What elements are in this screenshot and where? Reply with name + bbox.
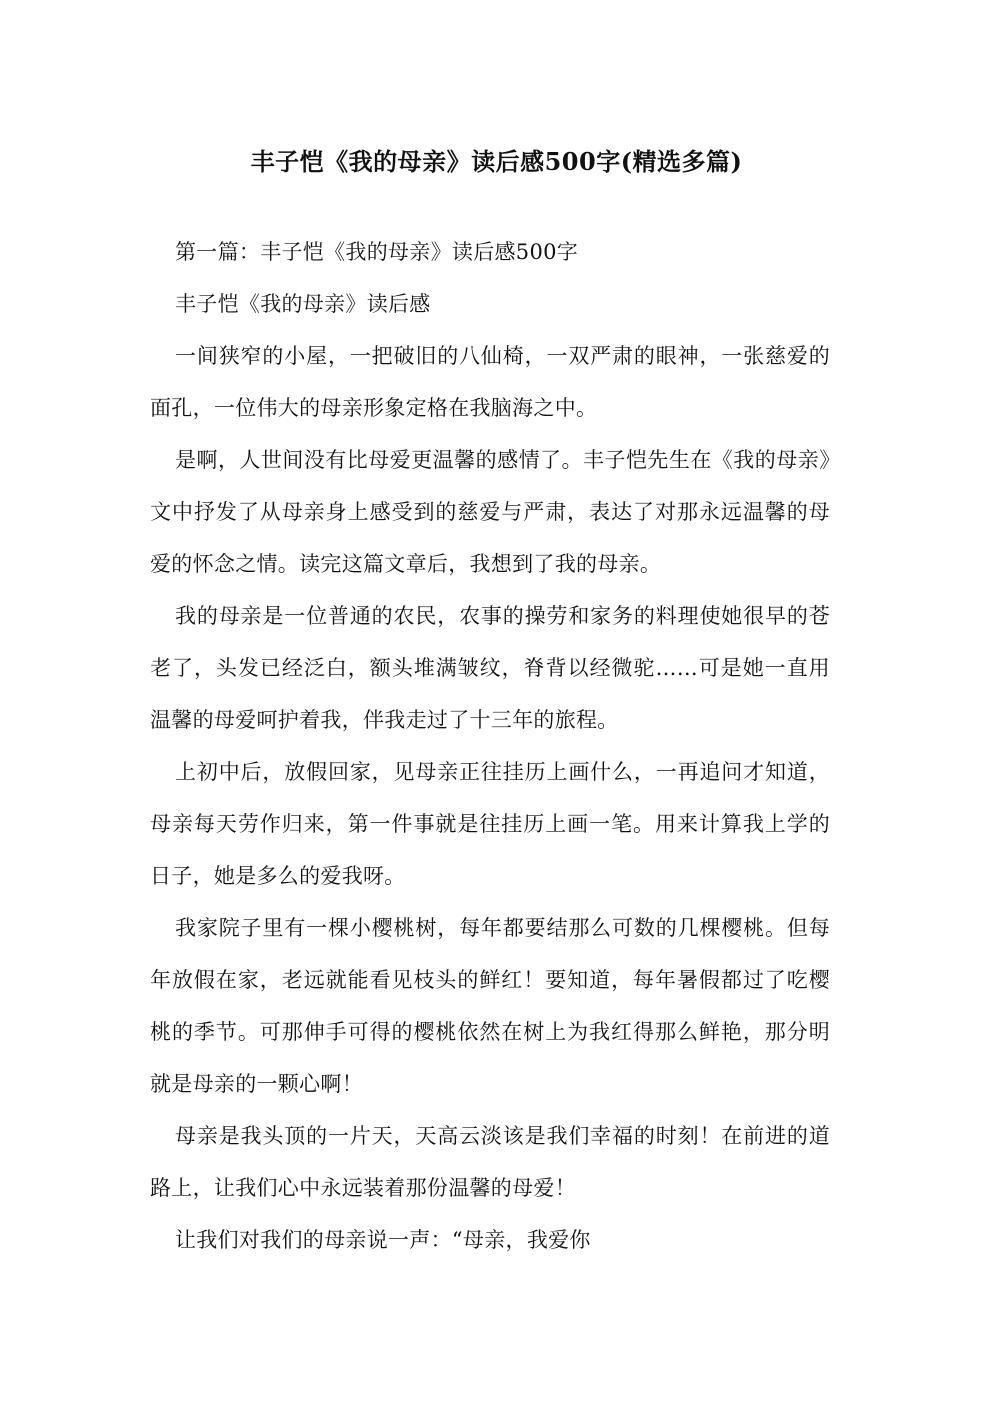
article-heading: 丰子恺《我的母亲》读后感: [175, 292, 431, 316]
paragraph: 上初中后，放假回家，见母亲正往挂历上画什么，一再追问才知道，母亲每天劳作归来，第一件事就是往挂历上画一笔。用来计算我上学的日子，她是多么的爱我呀。: [150, 760, 830, 888]
section-heading: 第一篇：丰子恺《我的母亲》读后感500字: [175, 240, 579, 264]
paragraph: 一间狭窄的小屋，一把破旧的八仙椅，一双严肃的眼神，一张慈爱的面孔，一位伟大的母亲形象定格在我脑海之中。: [150, 344, 830, 420]
paragraph: 母亲是我头顶的一片天，天高云淡该是我们幸福的时刻！在前进的道路上，让我们心中永远装着那份温馨的母爱！: [150, 1124, 830, 1200]
paragraph: 我的母亲是一位普通的农民，农事的操劳和家务的料理使她很早的苍老了，头发已经泛白，额头堆满皱纹，脊背以经微驼……可是她一直用温馨的母爱呵护着我，伴我走过了十三年的旅程。: [150, 604, 830, 732]
paragraph: 是啊，人世间没有比母爱更温馨的感情了。丰子恺先生在《我的母亲》文中抒发了从母亲身上感受到的慈爱与严肃，表达了对那永远温馨的母爱的怀念之情。读完这篇文章后，我想到了我的母亲。: [150, 448, 830, 576]
paragraph: 让我们对我们的母亲说一声：“母亲，我爱你: [175, 1228, 591, 1252]
document-title: 丰子恺《我的母亲》读后感500字(精选多篇): [250, 147, 743, 177]
paragraph: 我家院子里有一棵小樱桃树，每年都要结那么可数的几棵樱桃。但每年放假在家，老远就能看见枝头的鲜红！要知道，每年暑假都过了吃樱桃的季节。可那伸手可得的樱桃依然在树上为我红得那么鲜艳，那分明就是母亲的一颗心啊！: [150, 916, 830, 1096]
